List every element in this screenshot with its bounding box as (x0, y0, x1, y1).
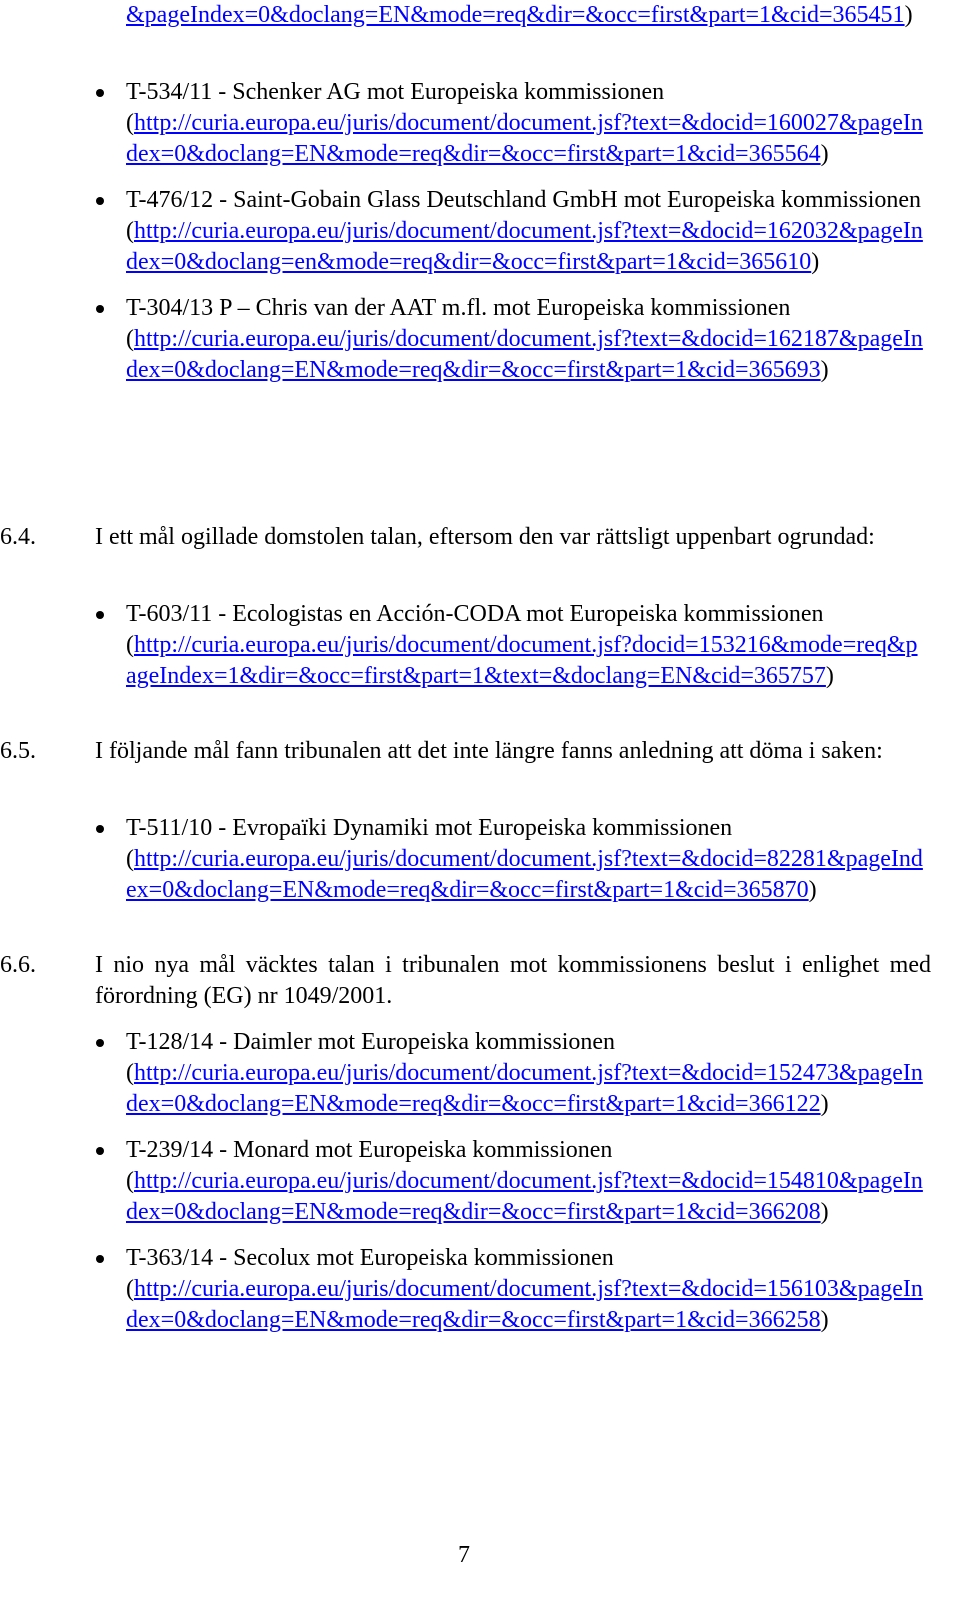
case-list-item (0, 599, 926, 692)
section-number: 6.5. (0, 738, 36, 764)
case-list-item (0, 293, 926, 386)
link-open-paren: ( (126, 1168, 134, 1194)
bullet-icon (96, 89, 104, 97)
case-list-item (0, 185, 926, 278)
bullet-icon (96, 1039, 104, 1047)
link-close-paren: ) (825, 663, 834, 689)
link-open-paren: ( (126, 326, 134, 352)
case-link[interactable]: http://curia.europa.eu/juris/document/document.jsf?text=&docid=156103&pageIndex=0&doclang=EN&mode=req&dir=&occ=first&part=1&cid=366258 (126, 1276, 923, 1333)
link-close-paren: ) (820, 1091, 829, 1117)
continued-case-link[interactable]: &pageIndex=0&doclang=EN&mode=req&dir=&occ=first&part=1&cid=365451 (126, 2, 905, 28)
case-link[interactable]: http://curia.europa.eu/juris/document/document.jsf?text=&docid=162032&pageIndex=0&doclang=en&mode=req&dir=&occ=first&part=1&cid=365610 (126, 218, 923, 275)
case-title: T-534/11 - Schenker AG mot Europeiska kommissionen (126, 79, 665, 105)
link-open-paren: ( (126, 846, 134, 872)
case-link[interactable]: http://curia.europa.eu/juris/document/document.jsf?text=&docid=154810&pageIndex=0&doclang=EN&mode=req&dir=&occ=first&part=1&cid=366208 (126, 1168, 923, 1225)
link-close-paren: ) (808, 877, 817, 903)
case-title: T-239/14 - Monard mot Europeiska kommissionen (126, 1137, 613, 1163)
case-link[interactable]: http://curia.europa.eu/juris/document/document.jsf?text=&docid=82281&pageIndex=0&doclang=EN&mode=req&dir=&occ=first&part=1&cid=365870 (126, 846, 923, 903)
bullet-icon (96, 1147, 104, 1155)
bullet-icon (96, 197, 104, 205)
case-list-top (0, 77, 960, 401)
section-number: 6.6. (0, 952, 36, 978)
link-close-paren: ) (820, 1199, 829, 1225)
case-title: T-603/11 - Ecologistas en Acción-CODA mot Europeiska kommissionen (126, 601, 824, 627)
case-title: T-304/13 P – Chris van der AAT m.fl. mot Europeiska kommissionen (126, 295, 791, 321)
case-list-item (0, 1243, 926, 1336)
section-intro: I nio nya mål väcktes talan i tribunalen mot kommissionens beslut i enlighet med förordning (EG) nr 1049/2001. (95, 952, 931, 1009)
case-list-item (0, 1027, 926, 1120)
bullet-icon (96, 1255, 104, 1263)
link-open-paren: ( (126, 632, 134, 658)
link-open-paren: ( (126, 1060, 134, 1086)
continued-link-close-paren: ) (904, 2, 913, 28)
case-list (0, 813, 960, 921)
link-open-paren: ( (126, 110, 134, 136)
link-close-paren: ) (811, 249, 820, 275)
link-close-paren: ) (820, 1307, 829, 1333)
link-close-paren: ) (820, 141, 829, 167)
case-list-item (0, 1135, 926, 1228)
link-open-paren: ( (126, 218, 134, 244)
case-link[interactable]: http://curia.europa.eu/juris/document/document.jsf?text=&docid=160027&pageIndex=0&doclang=EN&mode=req&dir=&occ=first&part=1&cid=365564 (126, 110, 923, 167)
case-list (0, 599, 960, 707)
section-intro: I följande mål fann tribunalen att det inte längre fanns anledning att döma i saken: (95, 738, 883, 764)
case-link[interactable]: http://curia.europa.eu/juris/document/document.jsf?text=&docid=152473&pageIndex=0&doclang=EN&mode=req&dir=&occ=first&part=1&cid=366122 (126, 1060, 923, 1117)
link-close-paren: ) (820, 357, 829, 383)
link-open-paren: ( (126, 1276, 134, 1302)
case-title: T-363/14 - Secolux mot Europeiska kommissionen (126, 1245, 614, 1271)
continued-link-line (126, 0, 926, 31)
section-number: 6.4. (0, 524, 36, 550)
case-list-item (0, 77, 926, 170)
bullet-icon (96, 305, 104, 313)
case-title: T-476/12 - Saint-Gobain Glass Deutschland GmbH mot Europeiska kommissionen (126, 187, 922, 213)
section-intro: I ett mål ogillade domstolen talan, eftersom den var rättsligt uppenbart ogrundad: (95, 524, 875, 550)
case-list (0, 1027, 960, 1351)
case-list-item (0, 813, 926, 906)
case-link[interactable]: http://curia.europa.eu/juris/document/document.jsf?docid=153216&mode=req&pageIndex=1&dir=&occ=first&part=1&text=&doclang=EN&cid=365757 (126, 632, 918, 689)
case-title: T-511/10 - Evropaïki Dynamiki mot Europeiska kommissionen (126, 815, 733, 841)
case-link[interactable]: http://curia.europa.eu/juris/document/document.jsf?text=&docid=162187&pageIndex=0&doclang=EN&mode=req&dir=&occ=first&part=1&cid=365693 (126, 326, 923, 383)
bullet-icon (96, 611, 104, 619)
case-title: T-128/14 - Daimler mot Europeiska kommissionen (126, 1029, 616, 1055)
bullet-icon (96, 825, 104, 833)
page-number: 7 (458, 1542, 470, 1568)
